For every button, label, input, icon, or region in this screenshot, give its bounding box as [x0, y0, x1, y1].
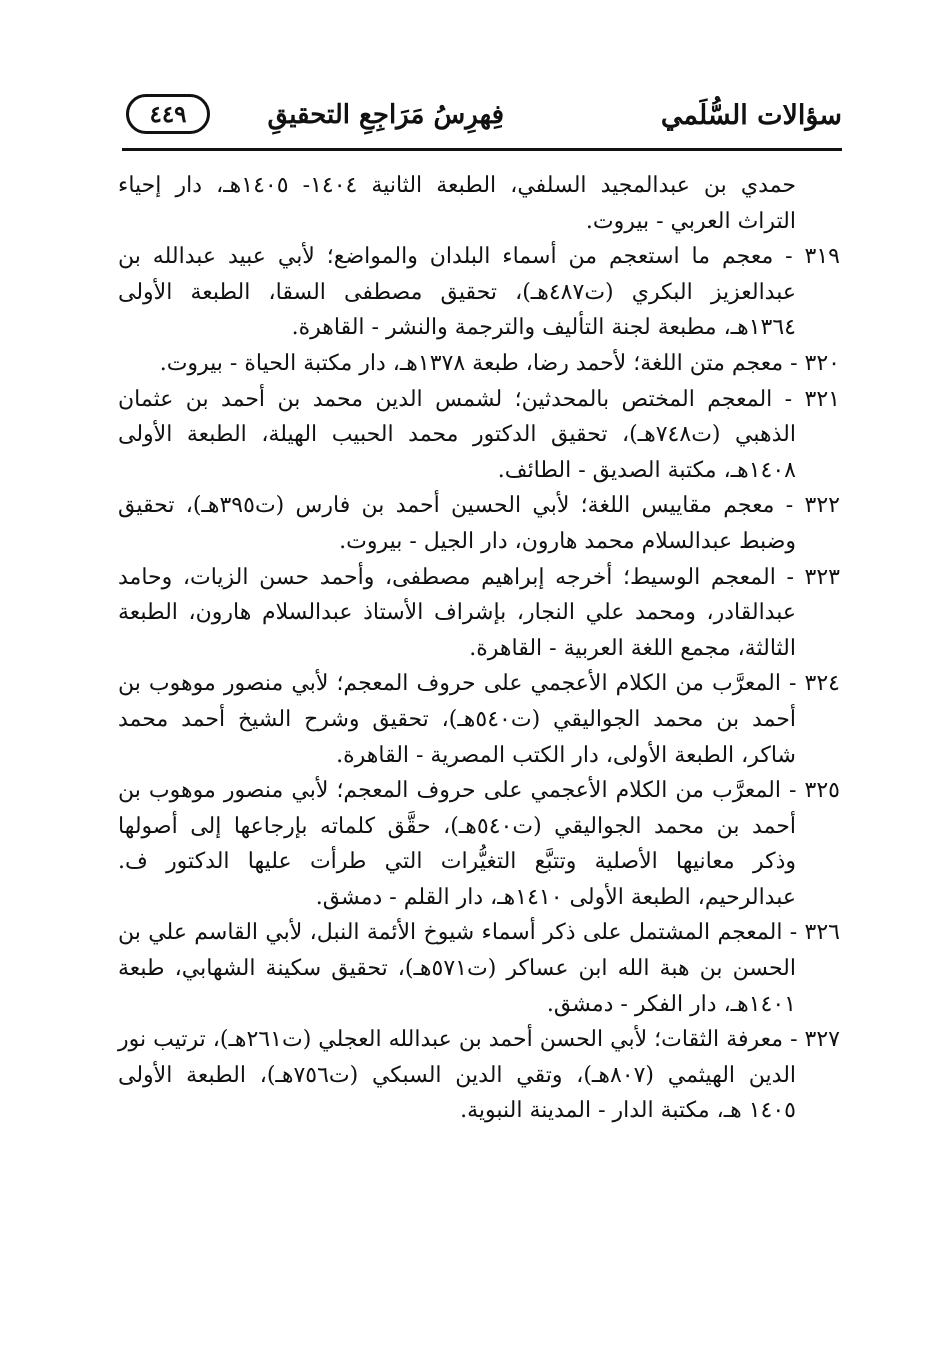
reference-entry-324: ٣٢٤ - المعرَّب من الكلام الأعجمي على حروف المعجم؛ لأبي منصور موهوب بن أحمد بن محمد الجواليقي (ت٥٤٠هـ)، تحقيق وشرح الشيخ أحمد محمد شاكر، الطبعة الأولى، دار الكتب المصرية - القاهرة. [118, 671, 840, 768]
section-title: فِهرِسُ مَرَاجِعِ التحقيقِ [267, 100, 504, 130]
reference-entry-323: ٣٢٣ - المعجم الوسيط؛ أخرجه إبراهيم مصطفى، وأحمد حسن الزيات، وحامد عبدالقادر، ومحمد علي النجار، بإشراف الأستاذ عبدالسلام هارون، الطبعة الثالثة، مجمع اللغة العربية - القاهرة. [118, 564, 840, 661]
reference-entry-321: ٣٢١ - المعجم المختص بالمحدثين؛ لشمس الدين محمد بن أحمد بن عثمان الذهبي (ت٧٤٨هـ)، تحقيق الدكتور محمد الحبيب الهيلة، الطبعة الأولى ١٤٠٨هـ، مكتبة الصديق - الطائف. [118, 386, 840, 483]
reference-entry-327: ٣٢٧ - معرفة الثقات؛ لأبي الحسن أحمد بن عبدالله العجلي (ت٢٦١هـ)، ترتيب نور الدين الهيثمي (٨٠٧هـ)، وتقي الدين السبكي (ت٧٥٦هـ)، الطبعة الأولى ١٤٠٥ هـ، مكتبة الدار - المدينة النبوية. [118, 1027, 840, 1124]
page-number-badge [126, 94, 210, 134]
reference-entry-322: ٣٢٢ - معجم مقاييس اللغة؛ لأبي الحسين أحمد بن فارس (ت٣٩٥هـ)، تحقيق وضبط عبدالسلام محمد هارون، دار الجيل - بيروت. [118, 493, 840, 554]
book-title: سؤالات السُّلَمي [660, 100, 842, 131]
page-number: ٤٤٩ [149, 100, 187, 128]
references-list [118, 168, 840, 1129]
reference-entry-325: ٣٢٥ - المعرَّب من الكلام الأعجمي على حروف المعجم؛ لأبي منصور موهوب بن أحمد بن محمد الجواليقي (ت٥٤٠هـ)، حقَّق كلماته بإرجاعها إلى أصولها وذكر معانيها الأصلية وتتبَّع التغيُّرات التي طرأت عليها الدكتور ف. عبدالرحيم، الطبعة الأولى ١٤١٠هـ، دار القلم - دمشق. [118, 778, 840, 910]
reference-entry-326: ٣٢٦ - المعجم المشتمل على ذكر أسماء شيوخ الأئمة النبل، لأبي القاسم علي بن الحسن بن هبة الله ابن عساكر (ت٥٧١هـ)، تحقيق سكينة الشهابي، طبعة ١٤٠١هـ، دار الفكر - دمشق. [118, 920, 840, 1017]
page-header [122, 92, 842, 142]
reference-entry-320: ٣٢٠ - معجم متن اللغة؛ لأحمد رضا، طبعة ١٣٧٨هـ، دار مكتبة الحياة - بيروت. [159, 350, 840, 376]
reference-continuation: حمدي بن عبدالمجيد السلفي، الطبعة الثانية ١٤٠٤- ١٤٠٥هـ، دار إحياء التراث العربي - بيروت. [118, 173, 796, 234]
reference-entry-319: ٣١٩ - معجم ما استعجم من أسماء البلدان والمواضع؛ لأبي عبيد عبدالله بن عبدالعزيز البكري (ت٤٨٧هـ)، تحقيق مصطفى السقا، الطبعة الأولى ١٣٦٤هـ، مطبعة لجنة التأليف والترجمة والنشر - القاهرة. [118, 244, 840, 341]
header-divider [122, 148, 842, 151]
